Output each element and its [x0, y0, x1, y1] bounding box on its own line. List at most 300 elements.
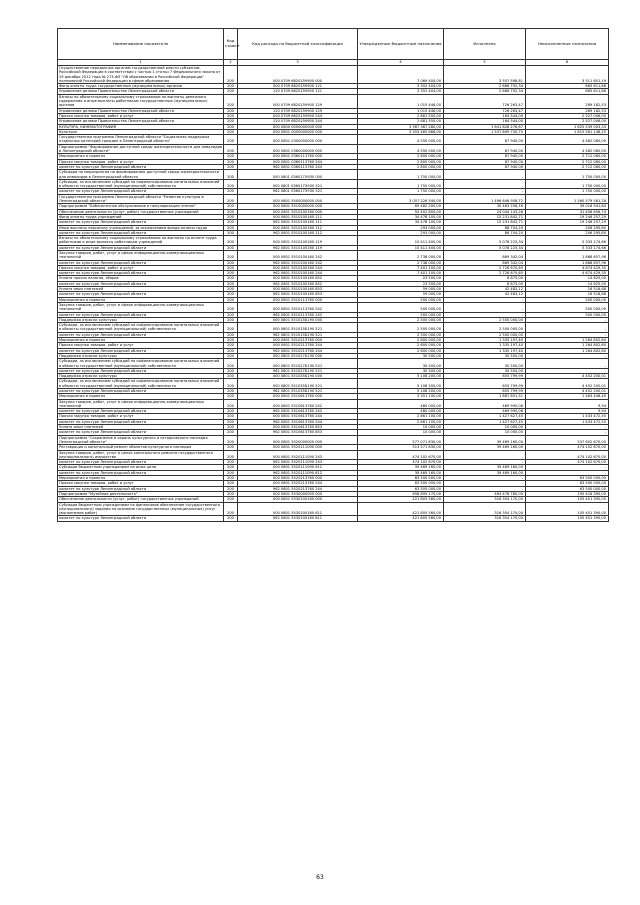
row-approved: 3 351 100,00 [358, 394, 444, 399]
row-kod: 200 [224, 368, 238, 373]
row-name: Взносы по обязательному социальному страхованию на выплаты денежного содержания и иные выплаты работникам государственных (муниципальных) органов [58, 94, 224, 108]
row-approved: 7 401 100,00 [358, 265, 444, 270]
row-unexecuted: 5 333 174,66 [526, 236, 609, 246]
table-row [58, 435, 609, 445]
row-classification: 962 0801 551035Б190 521 [238, 389, 358, 394]
row-executed: 86 704,20 [444, 230, 526, 235]
row-name: Прочая закупка товаров, работ и услуг [58, 414, 224, 419]
row-executed: 2 500 000,00 [444, 332, 526, 337]
row-kod: 200 [224, 302, 238, 312]
table-row [58, 236, 609, 246]
row-approved: 2 800 000,00 [358, 159, 444, 164]
row-kod: 200 [224, 516, 238, 521]
row-approved: 23 500,00 [358, 276, 444, 281]
row-name: Подпрограмма "Библиотечное обслуживание и популяризация чтения" [58, 204, 224, 209]
row-unexecuted: 537 602 670,00 [526, 435, 609, 445]
row-executed: - [444, 189, 526, 194]
row-approved: 23 500,00 [358, 281, 444, 286]
row-name: комитет по культуре Ленинградской области [58, 332, 224, 337]
row-executed: 1 335 197,40 [444, 348, 526, 353]
row-unexecuted: - [526, 430, 609, 435]
row-kod: 200 [224, 245, 238, 250]
row-approved: 3 352 404,00 [358, 89, 444, 94]
row-name: комитет по культуре Ленинградской области [58, 419, 224, 424]
row-approved: 63 500 000,00 [358, 486, 444, 491]
row-name: комитет по культуре Ленинградской области [58, 348, 224, 353]
row-kod: 200 [224, 230, 238, 235]
row-kod: 200 [224, 129, 238, 134]
row-name: комитет по культуре Ленинградской области [58, 460, 224, 465]
row-classification: 962 0801 5510100160 852 [238, 281, 358, 286]
row-approved: 2 861 100,00 [358, 414, 444, 419]
row-unexecuted: 1 868 657,96 [526, 260, 609, 265]
row-approved: 421 805 560,00 [358, 516, 444, 521]
row-classification: 000 0801 0360000000 000 [238, 144, 358, 154]
header-name: Наименование показателя [58, 29, 224, 60]
table-row [58, 359, 609, 369]
row-name: Уплата прочих налогов, сборов [58, 276, 224, 281]
row-executed: 15 231 842,71 [444, 220, 526, 225]
row-executed: 316 354 170,00 [444, 502, 526, 516]
row-approved: 1 750 000,00 [358, 189, 444, 194]
row-executed: 30 500,00 [444, 353, 526, 358]
row-name: Мероприятия и проекты [58, 338, 224, 343]
row-unexecuted: - [526, 332, 609, 337]
row-name: Субсидии бюджетным учреждениям на финансовое обеспечение государственного (муниципального) задания на оказание государственных (муниципальных) услуг (выполнение работ) [58, 502, 224, 516]
row-executed: - [444, 481, 526, 486]
row-classification: 000 0801 5500000000 000 [238, 194, 358, 204]
row-classification: 000 0709 6820159900 129 [238, 94, 358, 108]
row-kod: 200 [224, 154, 238, 159]
row-executed: 655 799,99 [444, 389, 526, 394]
row-classification: 000 0801 5530100160 611 [238, 502, 358, 516]
row-unexecuted: 1 868 657,96 [526, 250, 609, 260]
row-approved: 658 895 170,00 [358, 491, 444, 496]
row-unexecuted: 206 295,80 [526, 230, 609, 235]
row-unexecuted: 1 625 539 003,33 [526, 124, 609, 129]
row-name: Обеспечение деятельности (услуг, работ) государственных учреждений [58, 497, 224, 502]
row-unexecuted: 4 452 200,01 [526, 374, 609, 379]
row-approved: 7 401 100,00 [358, 271, 444, 276]
row-executed: 8 875,00 [444, 276, 526, 281]
row-name: Мероприятия и проекты [58, 154, 224, 159]
row-kod: 200 [224, 113, 238, 118]
row-classification: 000 0801 5510100160 242 [238, 250, 358, 260]
row-name: Иные выплаты персоналу учреждений, за исключением фонда оплаты труда [58, 225, 224, 230]
row-kod: 200 [224, 144, 238, 154]
row-unexecuted: 206 295,80 [526, 225, 609, 230]
row-executed: 1 496 646 958,72 [444, 194, 526, 204]
row-unexecuted: 2 527 006,00 [526, 113, 609, 118]
row-executed: 15 231 842,71 [444, 214, 526, 219]
row-kod: 200 [224, 379, 238, 389]
row-executed: 39 469 160,00 [444, 470, 526, 475]
row-unexecuted: 16 516,88 [526, 287, 609, 292]
row-kod: 200 [224, 119, 238, 124]
row-kod: 200 [224, 108, 238, 113]
row-classification: 000 0801 5520213760 244 [238, 481, 358, 486]
row-unexecuted: 289 182,53 [526, 108, 609, 113]
row-kod: 200 [224, 317, 238, 322]
row-executed: 726 263,47 [444, 94, 526, 108]
row-executed: - [444, 179, 526, 189]
row-approved: 2 681 550,00 [358, 119, 444, 124]
row-approved: 2 738 000,00 [358, 250, 444, 260]
row-classification: 000 0801 5530000000 000 [238, 491, 358, 496]
row-unexecuted: 474 102 670,00 [526, 450, 609, 460]
row-unexecuted: 3 511 801,19 [526, 66, 609, 84]
row-name: Подпрограмма "Сохранение и охрана культурного и исторического наследия Ленинградской области" [58, 435, 224, 445]
row-unexecuted: 665 611,66 [526, 89, 609, 94]
row-executed: 2 500 000,00 [444, 323, 526, 333]
header-kod: Код строки [224, 29, 238, 60]
row-unexecuted: 63 500 000,00 [526, 486, 609, 491]
row-unexecuted: 9,94 [526, 399, 609, 409]
header-unexecuted: Неисполненные назначения [526, 29, 609, 60]
row-approved: 59 000,00 [358, 292, 444, 297]
row-name: комитет по культуре Ленинградской области [58, 430, 224, 435]
row-executed: 726 263,47 [444, 108, 526, 113]
row-executed: 24 044 143,26 [444, 209, 526, 214]
row-classification: 000 0801 0000000000 000 [238, 129, 358, 134]
row-approved: 10 411 400,00 [358, 236, 444, 246]
row-classification: 962 0801 5520111090 243 [238, 460, 358, 465]
row-kod: 200 [224, 297, 238, 302]
table-row [58, 179, 609, 189]
page-number: 63 [316, 874, 324, 881]
row-approved: 2 600 000,00 [358, 343, 444, 348]
row-classification: 000 0801 5520111090 000 [238, 445, 358, 450]
row-kod: 200 [224, 394, 238, 399]
row-unexecuted: 5 333 174,66 [526, 245, 609, 250]
row-name: Подпрограмма "Формирование доступной среды жизнедеятельности для инвалидов в Ленинградской области" [59, 144, 222, 154]
row-classification: 962 0801 5510613760 244 [238, 419, 358, 424]
row-executed: - [444, 170, 526, 180]
row-executed: 39 469 160,00 [444, 435, 526, 445]
row-name: Государственная программа Ленинградской области "Развитие культуры в Ленинградской области" [58, 194, 224, 204]
row-approved: 3 367 367 280,00 [358, 124, 444, 129]
row-kod: 200 [224, 450, 238, 460]
table-row [58, 323, 609, 333]
row-classification: 962 0801 551015Б190 521 [238, 332, 358, 337]
header-executed: Исполнено [444, 29, 526, 60]
row-name: комитет по культуре Ленинградской области [58, 389, 224, 394]
row-approved: 2 600 000,00 [358, 338, 444, 343]
row-executed: 164 544,00 [444, 119, 526, 124]
row-executed: - [444, 460, 526, 465]
row-executed: 1 427 627,45 [444, 414, 526, 419]
row-executed: 316 354 170,00 [444, 497, 526, 502]
row-kod: 200 [224, 425, 238, 430]
row-kod: 200 [224, 292, 238, 297]
row-classification: 000 0709 6820159900 000 [238, 66, 358, 84]
row-name: Подпрограмма "Музейная деятельность" [58, 491, 224, 496]
row-classification: 962 0801 5510100160 111 [238, 220, 358, 225]
row-unexecuted: 19 246 257,29 [526, 214, 609, 219]
row-unexecuted: - [526, 470, 609, 475]
row-unexecuted: 500 000,00 [526, 302, 609, 312]
row-approved: 2 600 000,00 [358, 348, 444, 353]
row-kod: 200 [224, 348, 238, 353]
row-classification: 000 0801 5520000000 000 [238, 435, 358, 445]
row-kod: 200 [224, 260, 238, 265]
row-name: Субсидии, за исключением субсидий на софинансирование капитальных вложений в объекты государственной (муниципальной) собственности [58, 179, 224, 189]
row-unexecuted: 19 246 257,29 [526, 220, 609, 225]
row-classification: 000 0801 5510613760 244 [238, 414, 358, 419]
row-classification: 120 0709 6820159900 121 [238, 89, 358, 94]
row-unexecuted: 9,94 [526, 409, 609, 414]
row-unexecuted: - [526, 323, 609, 333]
row-approved: 2 861 100,00 [358, 419, 444, 424]
row-classification: 000 0801 0360113760 000 [238, 154, 358, 159]
row-classification: 000 0801 5510613760 853 [238, 425, 358, 430]
row-classification: 000 0801 5510100160 244 [238, 265, 358, 270]
row-kod: 200 [224, 189, 238, 194]
row-kod: 200 [224, 445, 238, 450]
row-approved: 513 571 830,00 [358, 445, 444, 450]
row-name: Фонд оплаты труда государственных (муниципальных) органов [58, 84, 224, 89]
row-approved: 293 000,00 [358, 230, 444, 235]
row-executed: 39 469 160,00 [444, 445, 526, 450]
row-classification: 000 0801 551015Б190 000 [238, 317, 358, 322]
row-unexecuted: 105 451 390,00 [526, 502, 609, 516]
row-kod: 200 [224, 332, 238, 337]
row-unexecuted: 474 102 670,00 [526, 460, 609, 465]
row-unexecuted: 63 500 000,00 [526, 476, 609, 481]
row-classification: 000 0801 5520213760 000 [238, 476, 358, 481]
table-row [58, 399, 609, 409]
row-name: Осуществление переданных органам государственной власти субъектов Российской Федерации в соответствии с частью 1 статьи 7 Федерального закона от 29 декабря 2012 года № 273-ФЗ "Об образовании в Российской Федерации" полномочий Российской Федерации в сфере образования [58, 66, 224, 84]
row-approved: 2 681 550,00 [358, 113, 444, 118]
row-unexecuted: - [526, 353, 609, 358]
row-classification: 962 0801 5510613760 853 [238, 430, 358, 435]
row-approved: 1 750 000,00 [358, 170, 444, 180]
row-kod: 200 [224, 460, 238, 465]
row-unexecuted: - [526, 317, 609, 322]
row-executed: 5 078 225,34 [444, 236, 526, 246]
row-kod: 200 [224, 491, 238, 496]
row-approved: 10 000,00 [358, 430, 444, 435]
row-name: Субсидии бюджетным учреждениям на иные цели [58, 465, 224, 470]
row-executed: - [444, 476, 526, 481]
row-classification: 000 0709 6820159900 244 [238, 113, 358, 118]
row-executed: 87 940,00 [444, 144, 526, 154]
row-approved: 5 108 200,00 [358, 374, 444, 379]
row-classification: 962 0801 0360113760 244 [238, 164, 358, 169]
row-classification: 000 0801 036017Э930 000 [238, 170, 358, 180]
row-approved: 2 800 000,00 [358, 164, 444, 169]
row-executed: - [444, 302, 526, 312]
row-unexecuted: 1 433 472,55 [526, 414, 609, 419]
row-name: Прочая закупка товаров, работ и услуг [58, 343, 224, 348]
row-name: Мероприятия и проекты [58, 476, 224, 481]
row-kod: 200 [224, 164, 238, 169]
table-row [58, 94, 609, 108]
row-unexecuted: 4 462 060,00 [526, 135, 609, 145]
row-name: Прочая закупка товаров, работ и услуг [58, 265, 224, 270]
row-unexecuted: 4 452 200,01 [526, 379, 609, 389]
row-executed: 10 000,00 [444, 430, 526, 435]
row-unexecuted: 289 182,53 [526, 94, 609, 108]
column-number: 3 [238, 60, 358, 66]
row-executed: 469 990,06 [444, 399, 526, 409]
column-number: 4 [358, 60, 444, 66]
row-name: комитет по культуре Ленинградской области [58, 245, 224, 250]
row-kod: 200 [224, 276, 238, 281]
row-executed: 869 342,04 [444, 250, 526, 260]
row-kod: 200 [224, 281, 238, 286]
row-classification: 962 0801 5530100160 611 [238, 516, 358, 521]
row-classification: 000 0801 551015Б190 521 [238, 323, 358, 333]
row-unexecuted: 4 674 429,35 [526, 271, 609, 276]
row-approved: 10 000,00 [358, 425, 444, 430]
row-executed: 469 990,06 [444, 409, 526, 414]
row-approved: 30 500,00 [358, 359, 444, 369]
row-executed: 316 354 170,00 [444, 516, 526, 521]
row-approved: 577 071 830,00 [358, 435, 444, 445]
row-approved: 1 015 446,00 [358, 94, 444, 108]
row-approved: 39 469 160,00 [358, 470, 444, 475]
row-classification: 000 0801 5510213760 000 [238, 338, 358, 343]
table-header [58, 29, 609, 66]
row-kod: 200 [224, 194, 238, 204]
row-classification: 000 0801 5510113760 000 [238, 297, 358, 302]
row-kod: 200 [224, 470, 238, 475]
row-kod: 200 [224, 287, 238, 292]
row-name: Закупка товаров, работ, услуг в сфере информационно-коммуникационных технологий [58, 250, 224, 260]
row-classification: 000 0801 0360113760 244 [238, 159, 358, 164]
row-name: комитет по культуре Ленинградской области [58, 409, 224, 414]
row-approved: 3 352 404,00 [358, 84, 444, 89]
row-name: Реставрация и капитальный ремонт объектов культурного наследия [58, 445, 224, 450]
row-approved: 63 500 000,00 [358, 481, 444, 486]
row-classification: 962 0801 5510213760 244 [238, 348, 358, 353]
row-name: Закупка товаров, работ, услуг в сфере информационно-коммуникационных технологий [58, 399, 224, 409]
row-kod: 200 [224, 179, 238, 189]
row-name: комитет по культуре Ленинградской области [58, 312, 224, 317]
row-kod: 200 [224, 209, 238, 214]
table-row [58, 302, 609, 312]
row-approved: 1 750 000,00 [358, 179, 444, 189]
row-unexecuted: 1 750 000,00 [526, 179, 609, 189]
row-name: Управление делами Правительства Ленинградской области [58, 89, 224, 94]
row-classification: 000 0801 5510613760 000 [238, 394, 358, 399]
row-classification: 000 0801 551035Б190 000 [238, 374, 358, 379]
row-executed: 869 342,04 [444, 260, 526, 265]
row-approved: 34 478 100,00 [358, 220, 444, 225]
column-number: 2 [224, 60, 238, 66]
row-kod: 200 [224, 84, 238, 89]
row-classification: 962 0801 5510100160 244 [238, 271, 358, 276]
row-executed: 87 940,00 [444, 135, 526, 145]
row-classification: 962 0801 5510100160 853 [238, 292, 358, 297]
row-executed: 655 799,99 [444, 374, 526, 379]
row-executed: 8 875,00 [444, 281, 526, 286]
row-classification: 000 0801 551027Б190 000 [238, 353, 358, 358]
row-kod: 200 [224, 225, 238, 230]
table-row [58, 516, 609, 521]
row-classification: 962 0801 5520213760 244 [238, 486, 358, 491]
row-name: комитет по культуре Ленинградской области [58, 486, 224, 491]
row-classification: 000 0800 0000000000 000 [238, 124, 358, 129]
row-executed: 10 000,00 [444, 425, 526, 430]
row-executed: 2 726 670,65 [444, 271, 526, 276]
row-executed: - [444, 312, 526, 317]
row-unexecuted: 1 433 472,55 [526, 419, 609, 424]
row-unexecuted: 4 462 060,00 [526, 144, 609, 154]
row-unexecuted: 1 264 802,60 [526, 338, 609, 343]
row-executed: 30 500,00 [444, 359, 526, 369]
row-classification: 962 0801 5510113760 242 [238, 312, 358, 317]
row-approved: 2 500 000,00 [358, 317, 444, 322]
row-name: Поддержка отрасли культуры [58, 353, 224, 358]
row-unexecuted: 500 000,00 [526, 297, 609, 302]
row-classification: 000 0801 5520111090 612 [238, 465, 358, 470]
row-approved: 500 000,00 [358, 302, 444, 312]
row-approved: 7 069 400,00 [358, 66, 444, 84]
column-number: 1 [58, 60, 224, 66]
row-classification: 000 0801 5510100160 119 [238, 236, 358, 246]
row-executed: 5 078 225,34 [444, 245, 526, 250]
row-classification: 000 0801 5520111090 243 [238, 450, 358, 460]
row-executed: 87 940,00 [444, 159, 526, 164]
row-kod: 200 [224, 481, 238, 486]
row-executed: 2 686 792,34 [444, 89, 526, 94]
row-unexecuted: 2 712 060,00 [526, 159, 609, 164]
row-approved: 500 000,00 [358, 297, 444, 302]
row-classification: 000 0801 5510100160 853 [238, 287, 358, 292]
row-classification: 000 0801 0300000000 000 [238, 135, 358, 145]
row-kod: 200 [224, 271, 238, 276]
row-name: комитет по культуре Ленинградской области [58, 189, 224, 194]
row-kod: 200 [224, 220, 238, 225]
row-name: Государственная программа Ленинградской области "Социальная поддержка отдельных категорий граждан в Ленинградской области" [58, 135, 224, 145]
row-name: Субсидии, за исключением субсидий на софинансирование капитальных вложений в объекты государственной (муниципальной) собственности [58, 323, 224, 333]
table-row [58, 170, 609, 180]
row-approved: 63 500 000,00 [358, 476, 444, 481]
header-classification: Код расхода по бюджетной классификации [238, 29, 358, 60]
row-name: Культура [58, 129, 224, 134]
row-name: комитет по культуре Ленинградской области [58, 368, 224, 373]
row-name: Мероприятия и проекты [58, 297, 224, 302]
row-executed: - [444, 450, 526, 460]
row-name: Фонд оплаты труда учреждений [58, 214, 224, 219]
row-classification: 962 0801 5510100160 112 [238, 230, 358, 235]
row-approved: 30 500,00 [358, 353, 444, 358]
row-unexecuted: 105 451 390,00 [526, 516, 609, 521]
row-approved: 2 738 000,00 [358, 260, 444, 265]
row-kod: 200 [224, 497, 238, 502]
row-kod: 200 [224, 476, 238, 481]
row-kod: 200 [224, 66, 238, 84]
row-classification: 000 0801 036017Э930 521 [238, 179, 358, 189]
row-name: Поддержка отрасли культуры [58, 374, 224, 379]
row-name: комитет по культуре Ленинградской области [58, 220, 224, 225]
row-classification: 962 0801 5510100160 242 [238, 260, 358, 265]
row-name: комитет по культуре Ленинградской области [58, 516, 224, 521]
row-kod: 200 [224, 265, 238, 270]
row-executed: 30 463 258,16 [444, 204, 526, 209]
row-approved: 3 353 465 866,00 [358, 129, 444, 134]
row-name: Прочая закупка товаров, работ и услуг [58, 159, 224, 164]
row-unexecuted: 4 674 429,35 [526, 265, 609, 270]
row-kod: 200 [224, 486, 238, 491]
row-name: Субсидии, за исключением субсидий на софинансирование капитальных вложений в объекты государственной (муниципальной) собственности [58, 379, 224, 389]
row-kod: 200 [224, 465, 238, 470]
row-kod: 200 [224, 419, 238, 424]
row-executed: 1 427 627,45 [444, 419, 526, 424]
table-row [58, 144, 609, 154]
